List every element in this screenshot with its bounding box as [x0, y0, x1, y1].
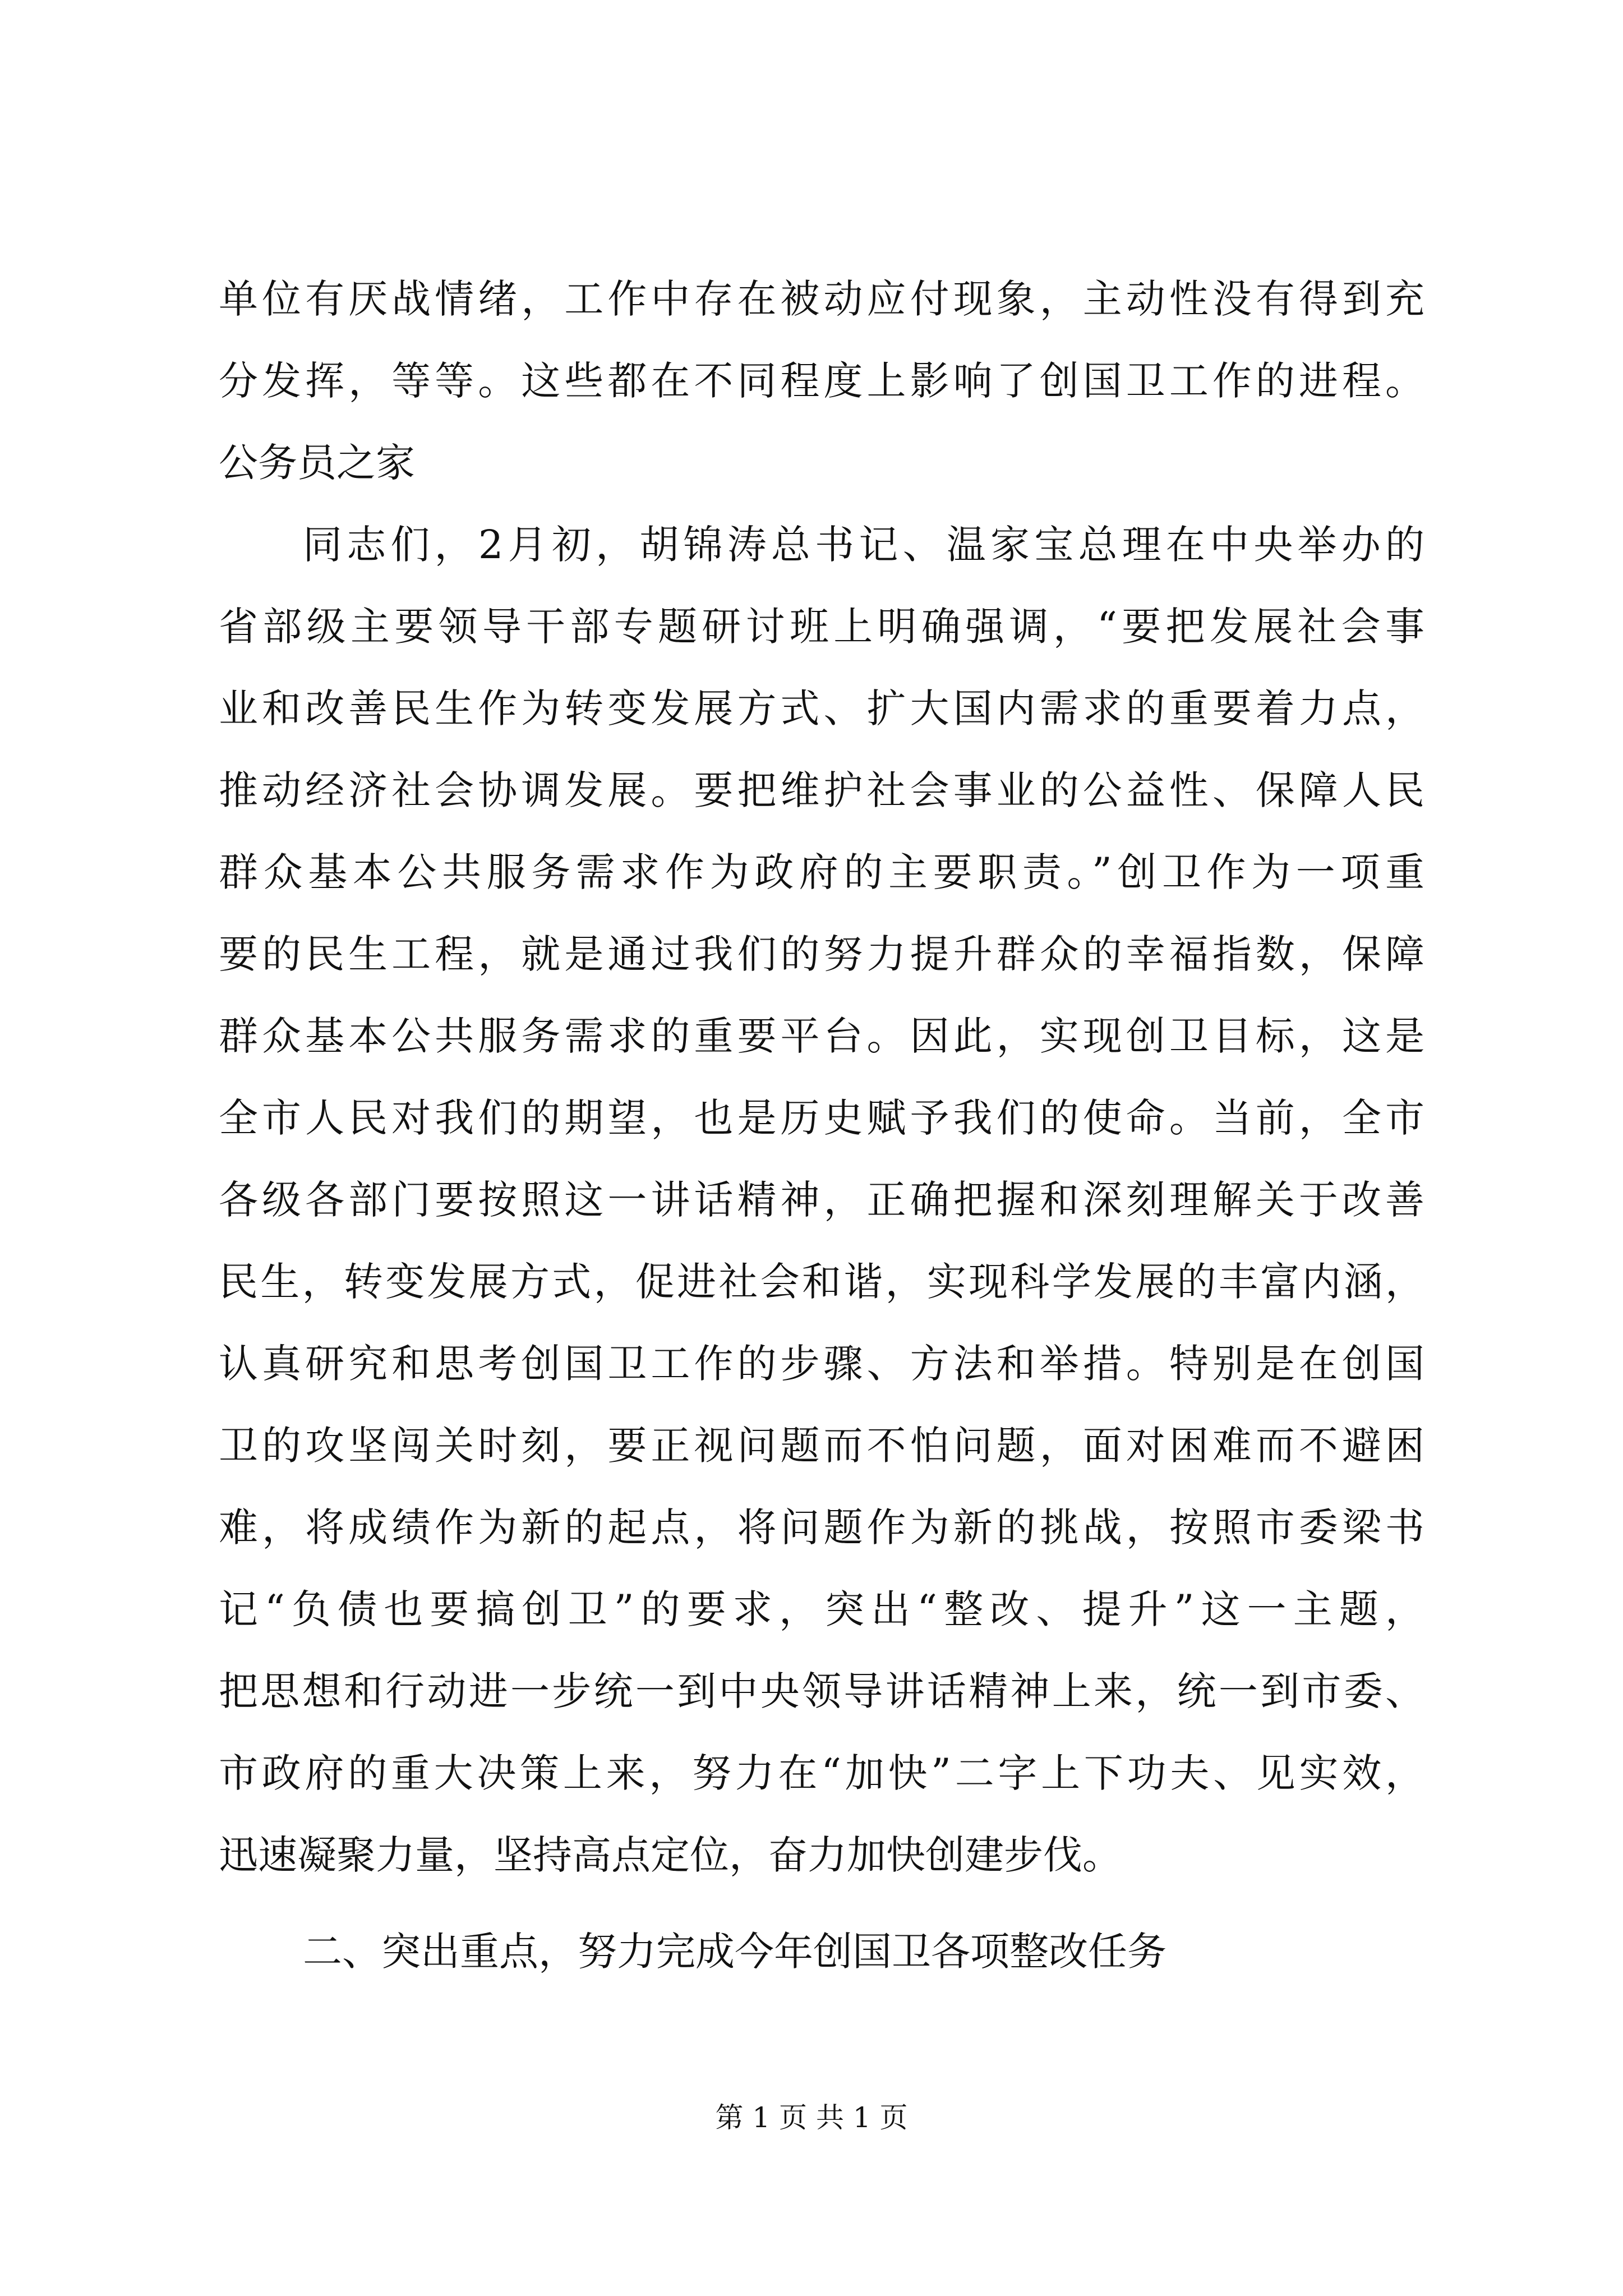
- text-line: 把思想和行动进一步统一到中央领导讲话精神上来，统一到市委、: [219, 1668, 1424, 1714]
- text-line: 业和改善民生作为转变发展方式、扩大国内需求的重要着力点，: [219, 685, 1424, 731]
- text-line: 同志们，2月初，胡锦涛总书记、温家宝总理在中央举办的: [303, 522, 1424, 568]
- text-line: 各级各部门要按照这一讲话精神，正确把握和深刻理解关于改善: [219, 1177, 1424, 1223]
- text-line: 单位有厌战情绪，工作中存在被动应付现象，主动性没有得到充: [219, 276, 1424, 322]
- paragraph-main: [219, 504, 1424, 1896]
- section-heading: [219, 1911, 1424, 1993]
- text-line: 推动经济社会协调发展。要把维护社会事业的公益性、保障人民: [219, 767, 1424, 813]
- text-line: 群众基本公共服务需求的重要平台。因此，实现创卫目标，这是: [219, 1013, 1424, 1059]
- text-line: 要的民生工程，就是通过我们的努力提升群众的幸福指数，保障: [219, 931, 1424, 977]
- heading-line: 二、突出重点，努力完成今年创国卫各项整改任务: [303, 1929, 1166, 1975]
- text-line: 省部级主要领导干部专题研讨班上明确强调，“要把发展社会事: [219, 604, 1424, 650]
- text-line: 群众基本公共服务需求作为政府的主要职责。”创卫作为一项重: [219, 849, 1424, 895]
- text-line: 难，将成绩作为新的起点，将问题作为新的挑战，按照市委梁书: [219, 1504, 1424, 1550]
- text-line: 记“负债也要搞创卫”的要求，突出“整改、提升”这一主题，: [219, 1586, 1424, 1632]
- text-line: 公务员之家: [219, 440, 415, 486]
- text-line: 分发挥，等等。这些都在不同程度上影响了创国卫工作的进程。: [219, 358, 1424, 404]
- text-line: 民生，转变发展方式，促进社会和谐，实现科学发展的丰富内涵，: [219, 1259, 1424, 1305]
- page-number-label: 第 1 页 共 1 页: [715, 2101, 908, 2134]
- text-line: 卫的攻坚闯关时刻，要正视问题而不怕问题，面对困难而不避困: [219, 1423, 1424, 1469]
- paragraph-continuation: [219, 258, 1424, 504]
- page-footer: [0, 2101, 1623, 2134]
- text-line: 市政府的重大决策上来，努力在“加快”二字上下功夫、见实效，: [219, 1750, 1424, 1796]
- document-body: [219, 258, 1424, 1993]
- text-line: 全市人民对我们的期望，也是历史赋予我们的使命。当前，全市: [219, 1095, 1424, 1141]
- text-line: 迅速凝聚力量，坚持高点定位，奋力加快创建步伐。: [219, 1832, 1122, 1878]
- text-line: 认真研究和思考创国卫工作的步骤、方法和举措。特别是在创国: [219, 1341, 1424, 1387]
